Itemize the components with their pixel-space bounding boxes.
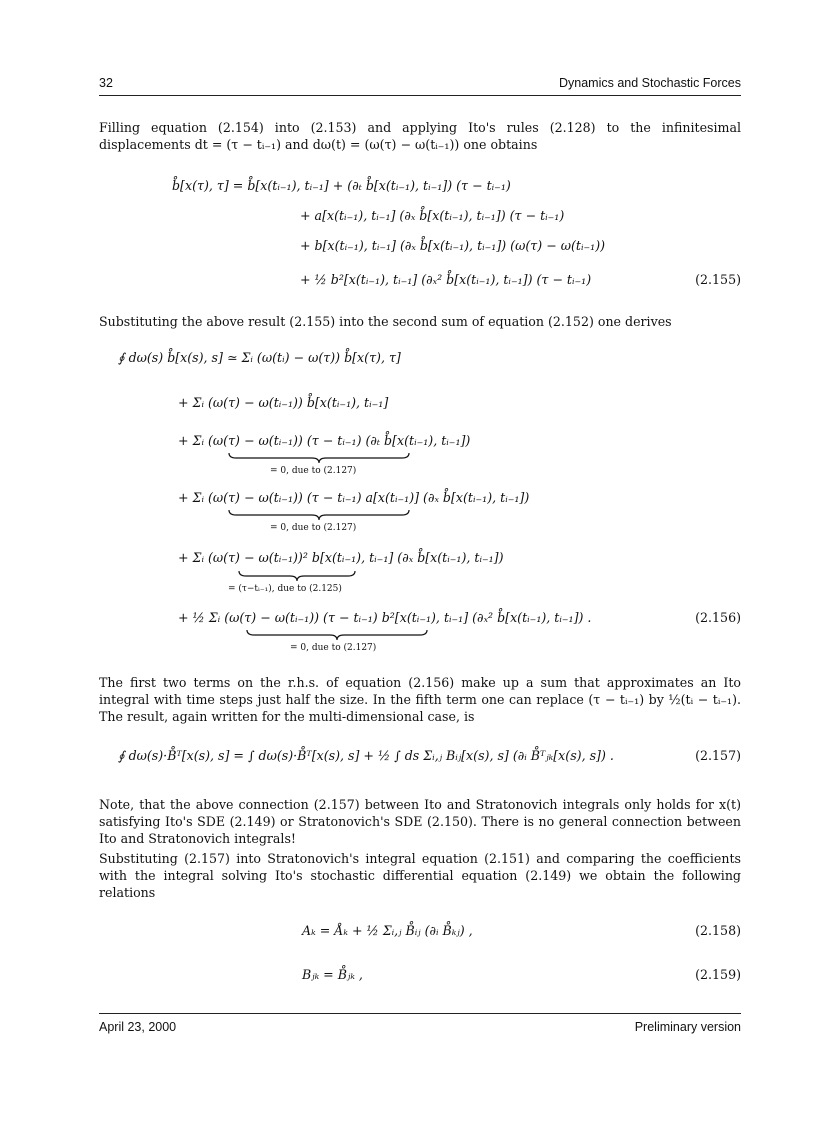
equation-number-2-155: (2.155): [695, 272, 741, 287]
paragraph-intro: Filling equation (2.154) into (2.153) and applying Ito's rules (2.128) to the infinitesimal displacements dt = (τ − tᵢ₋₁) and dω(t) = (ω(τ) − ω(tᵢ₋₁)) one obtains: [99, 120, 741, 152]
header-rule: [99, 95, 741, 96]
underbrace-note-4: = 0, due to (2.127): [290, 643, 377, 653]
underbrace-1: [228, 452, 410, 464]
equation-2-157: ∮ dω(s)·B̊ᵀ[x(s), s] = ∫ dω(s)·B̊ᵀ[x(s), s] + ½ ∫ ds Σᵢ,ⱼ Bᵢⱼ[x(s), s] (∂ᵢ B̊ᵀⱼₖ[x(s), s]) .: [118, 748, 614, 763]
equation-number-2-159: (2.159): [695, 967, 741, 982]
equation-2-158: Aₖ = Åₖ + ½ Σᵢ,ⱼ B̊ᵢⱼ (∂ᵢ B̊ₖⱼ) ,: [302, 923, 473, 938]
underbrace-4: [246, 629, 428, 641]
page-number: 32: [99, 76, 113, 90]
underbrace-note-1: = 0, due to (2.127): [270, 466, 357, 476]
footer-date: April 23, 2000: [99, 1020, 177, 1034]
equation-number-2-158: (2.158): [695, 923, 741, 938]
paragraph-substituting: Substituting the above result (2.155) into the second sum of equation (2.152) one derives: [99, 314, 672, 329]
equation-2-156-line-2: + Σᵢ (ω(τ) − ω(tᵢ₋₁)) b̊[x(tᵢ₋₁), tᵢ₋₁]: [178, 395, 389, 410]
page-header: [99, 76, 741, 90]
equation-2-155-line-2: + a[x(tᵢ₋₁), tᵢ₋₁] (∂ₓ b̊[x(tᵢ₋₁), tᵢ₋₁]) (τ − tᵢ₋₁): [300, 208, 565, 223]
equation-2-156-line-6: + ½ Σᵢ (ω(τ) − ω(tᵢ₋₁)) (τ − tᵢ₋₁) b²[x(tᵢ₋₁), tᵢ₋₁] (∂ₓ² b̊[x(tᵢ₋₁), tᵢ₋₁]) .: [178, 610, 592, 625]
page-footer: [99, 1020, 741, 1034]
underbrace-3: [238, 570, 356, 582]
paragraph-note: Note, that the above connection (2.157) between Ito and Stratonovich integrals only holds for x(t) satisfying Ito's SDE (2.149) or Stratonovich's SDE (2.150). There is no general connection between Ito and Stratonovich integrals!: [99, 797, 741, 846]
underbrace-2: [228, 509, 410, 521]
equation-2-155-line-1: b̊[x(τ), τ] = b̊[x(tᵢ₋₁), tᵢ₋₁] + (∂ₜ b̊[x(tᵢ₋₁), tᵢ₋₁]) (τ − tᵢ₋₁): [172, 178, 511, 193]
equation-2-156-line-4: + Σᵢ (ω(τ) − ω(tᵢ₋₁)) (τ − tᵢ₋₁) a[x(tᵢ₋₁)] (∂ₓ b̊[x(tᵢ₋₁), tᵢ₋₁]): [178, 490, 530, 505]
equation-2-155-line-3: + b[x(tᵢ₋₁), tᵢ₋₁] (∂ₓ b̊[x(tᵢ₋₁), tᵢ₋₁]) (ω(τ) − ω(tᵢ₋₁)): [300, 238, 606, 253]
equation-2-155-line-4: + ½ b²[x(tᵢ₋₁), tᵢ₋₁] (∂ₓ² b̊[x(tᵢ₋₁), tᵢ₋₁]) (τ − tᵢ₋₁): [300, 272, 592, 287]
paragraph-stratonovich: Substituting (2.157) into Stratonovich's integral equation (2.151) and comparing the coefficients with the integral solving Ito's stochastic differential equation (2.149) we obtain the following relations: [99, 851, 741, 900]
underbrace-note-3: = (τ−tᵢ₋₁), due to (2.125): [228, 584, 342, 594]
footer-version: Preliminary version: [634, 1020, 741, 1034]
underbrace-note-2: = 0, due to (2.127): [270, 523, 357, 533]
equation-2-156-line-3: + Σᵢ (ω(τ) − ω(tᵢ₋₁)) (τ − tᵢ₋₁) (∂ₜ b̊[x(tᵢ₋₁), tᵢ₋₁]): [178, 433, 471, 448]
equation-2-159: Bⱼₖ = B̊ⱼₖ ,: [302, 967, 363, 982]
equation-number-2-156: (2.156): [695, 610, 741, 625]
equation-2-156-line-5: + Σᵢ (ω(τ) − ω(tᵢ₋₁))² b[x(tᵢ₋₁), tᵢ₋₁] (∂ₓ b̊[x(tᵢ₋₁), tᵢ₋₁]): [178, 550, 504, 565]
footer-rule: [99, 1013, 741, 1014]
equation-number-2-157: (2.157): [695, 748, 741, 763]
equation-2-156-line-1: ∮ dω(s) b̊[x(s), s] ≃ Σᵢ (ω(tᵢ) − ω(τ)) b̊[x(τ), τ]: [118, 350, 401, 365]
paragraph-first-two-terms: The first two terms on the r.h.s. of equation (2.156) make up a sum that approximates an Ito integral with time steps just half the size. In the fifth term one can replace (τ − tᵢ₋₁) by ½(tᵢ − tᵢ₋₁). The result, again written for the multi-dimensional case, is: [99, 675, 741, 724]
chapter-title: Dynamics and Stochastic Forces: [558, 76, 741, 90]
